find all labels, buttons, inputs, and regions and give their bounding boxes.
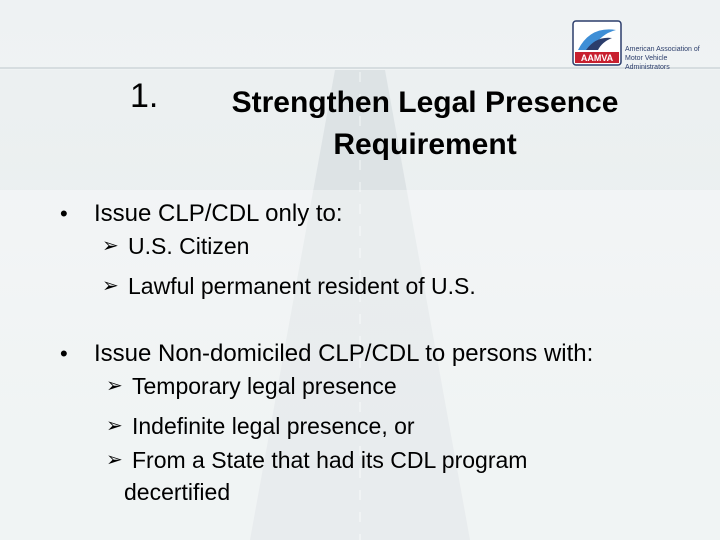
bullet-dot-icon: • [60, 341, 68, 366]
aamva-badge-icon [572, 20, 622, 66]
bullet-2-item-1: Temporary legal presence [132, 373, 397, 399]
title-line-2: Requirement [333, 128, 517, 161]
arrow-bullet-icon: ➢ [102, 275, 119, 297]
logo-org-name [625, 45, 711, 72]
bullet-2-item-2: Indefinite legal presence, or [132, 413, 415, 439]
arrow-bullet-icon: ➢ [106, 375, 123, 397]
bullet-1-text: Issue CLP/CDL only to: [94, 200, 343, 227]
bullet-2-item-3-continuation: decertified [124, 479, 231, 505]
bullet-1-item-1: U.S. Citizen [128, 233, 250, 259]
arrow-bullet-icon: ➢ [106, 449, 123, 471]
logo-org-name-line1: American Association of [625, 46, 700, 53]
title-line-1: Strengthen Legal Presence [231, 86, 619, 119]
title-number: 1. [130, 77, 159, 115]
bullet-2-item-3: From a State that had its CDL program [132, 447, 528, 473]
logo-badge-text: AAMVA [580, 53, 614, 63]
bullet-dot-icon: • [60, 201, 68, 226]
bullet-1-item-2: Lawful permanent resident of U.S. [128, 273, 476, 299]
arrow-bullet-icon: ➢ [106, 415, 123, 437]
bullet-2-text: Issue Non-domiciled CLP/CDL to persons with: [94, 340, 594, 367]
arrow-bullet-icon: ➢ [102, 235, 119, 257]
slide-title [185, 82, 665, 166]
logo-org-name-line2: Motor Vehicle Administrators [625, 55, 670, 71]
aamva-logo [572, 20, 712, 70]
